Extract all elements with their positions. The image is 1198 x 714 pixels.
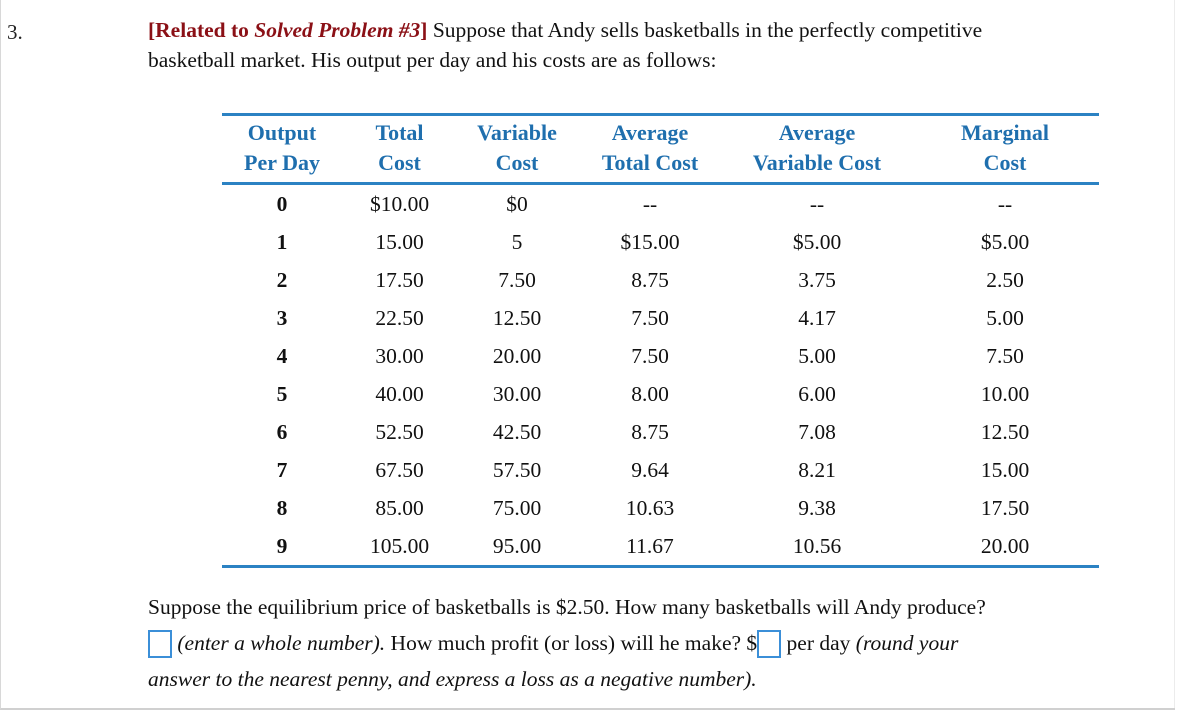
table-cell: 20.00 — [980, 533, 1030, 558]
header-average-total-cost: Average Total Cost — [601, 120, 699, 175]
table-cell: 9 — [276, 533, 288, 558]
table-cell: 67.50 — [375, 457, 424, 482]
table-row — [222, 299, 1099, 337]
table-cell: 5 — [276, 381, 288, 406]
table-cell: $5.00 — [980, 229, 1030, 254]
table-cell: 5.00 — [798, 343, 836, 368]
header-total-cost: Total Cost — [375, 120, 424, 175]
table-cell: 7.50 — [986, 343, 1024, 368]
table-cell: 17.50 — [375, 267, 424, 292]
rounding-hint-b: answer to the nearest penny, and express a loss as a negative number). — [148, 667, 757, 691]
table-cell: 9.38 — [798, 495, 836, 520]
table-cell: 3.75 — [798, 267, 836, 292]
per-day-text: per day — [781, 631, 856, 655]
table-cell: 85.00 — [375, 495, 424, 520]
table-cell: 10.00 — [980, 381, 1030, 406]
table-cell: 4.17 — [798, 305, 836, 330]
table-cell: 7.50 — [631, 305, 669, 330]
rounding-hint-a: (round your — [855, 631, 959, 655]
table-cell: 2 — [276, 267, 288, 292]
table-cell: 30.00 — [375, 343, 424, 368]
table-row — [222, 527, 1099, 567]
table-cell: 0 — [276, 191, 288, 216]
table-cell: 6.00 — [798, 381, 836, 406]
table-cell: 2.50 — [986, 267, 1024, 292]
table-header-row — [222, 115, 1099, 184]
question — [148, 589, 1178, 697]
table-cell: 15.00 — [375, 229, 424, 254]
table-cell: 6 — [276, 419, 288, 444]
table-cell: 3 — [276, 305, 288, 330]
table-row — [222, 223, 1099, 261]
table-row — [222, 184, 1099, 224]
table-cell: 105.00 — [369, 533, 430, 558]
table-row — [222, 413, 1099, 451]
profit-answer-input[interactable] — [757, 630, 781, 658]
problem-number: 3. — [7, 20, 23, 44]
table-cell: -- — [809, 191, 825, 216]
question-line1: Suppose the equilibrium price of basketballs is $2.50. How many basketballs will Andy produce? — [148, 595, 986, 619]
reference-link: Solved Problem #3 — [254, 18, 421, 42]
table-cell: -- — [642, 191, 658, 216]
table-cell: 11.67 — [626, 533, 674, 558]
quantity-hint: (enter a whole number). — [177, 631, 386, 655]
profit-question: How much profit (or loss) will he make? $ — [385, 631, 758, 655]
table-row — [222, 375, 1099, 413]
cost-table — [222, 113, 1099, 568]
table-cell: 42.50 — [492, 419, 542, 444]
table-cell: 22.50 — [375, 305, 424, 330]
table-cell: 8.21 — [798, 457, 836, 482]
reference-suffix: ] — [420, 18, 428, 42]
table-cell: $5.00 — [792, 229, 842, 254]
table-cell: 9.64 — [631, 457, 669, 482]
table-cell: 57.50 — [492, 457, 542, 482]
table-cell: 7 — [276, 457, 288, 482]
table-cell: 7.50 — [631, 343, 669, 368]
table-cell: 8.00 — [631, 381, 669, 406]
table-cell: 10.63 — [625, 495, 675, 520]
table-cell: 40.00 — [375, 381, 424, 406]
table-cell: 12.50 — [980, 419, 1030, 444]
table-row — [222, 337, 1099, 375]
table-row — [222, 451, 1099, 489]
table-cell: 5.00 — [986, 305, 1024, 330]
header-average-variable-cost: Average Variable Cost — [752, 120, 882, 175]
intro-line1: Suppose that Andy sells basketballs in the perfectly competitive — [427, 18, 983, 42]
table-cell: 95.00 — [492, 533, 542, 558]
header-marginal-cost: Marginal Cost — [961, 120, 1049, 175]
table-cell: 15.00 — [980, 457, 1030, 482]
header-output-per-day: Output Per Day — [244, 120, 320, 175]
table-cell: 10.56 — [792, 533, 842, 558]
table-cell: 4 — [276, 343, 288, 368]
table-cell: 20.00 — [492, 343, 542, 368]
table-row — [222, 261, 1099, 299]
intro-line2: basketball market. His output per day and his costs are as follows: — [148, 48, 717, 72]
table-cell: 8.75 — [631, 419, 669, 444]
table-cell: 1 — [276, 229, 288, 254]
table-cell: 5 — [511, 229, 523, 254]
header-variable-cost: Variable Cost — [477, 120, 557, 175]
table-cell: 7.08 — [798, 419, 836, 444]
quantity-answer-input[interactable] — [148, 630, 172, 658]
table-cell: 7.50 — [498, 267, 536, 292]
table-cell: 8.75 — [631, 267, 669, 292]
table-cell: 12.50 — [492, 305, 542, 330]
table-cell: $10.00 — [369, 191, 430, 216]
table-cell: 75.00 — [492, 495, 542, 520]
problem-intro — [148, 15, 1178, 75]
table-cell: 8 — [276, 495, 288, 520]
table-row — [222, 489, 1099, 527]
table-cell: 52.50 — [375, 419, 424, 444]
table-cell: 30.00 — [492, 381, 542, 406]
table-cell: 17.50 — [980, 495, 1030, 520]
table-cell: -- — [997, 191, 1013, 216]
table-cell: $0 — [506, 191, 528, 216]
reference-prefix: [Related to — [148, 18, 255, 42]
table-cell: $15.00 — [620, 229, 680, 254]
